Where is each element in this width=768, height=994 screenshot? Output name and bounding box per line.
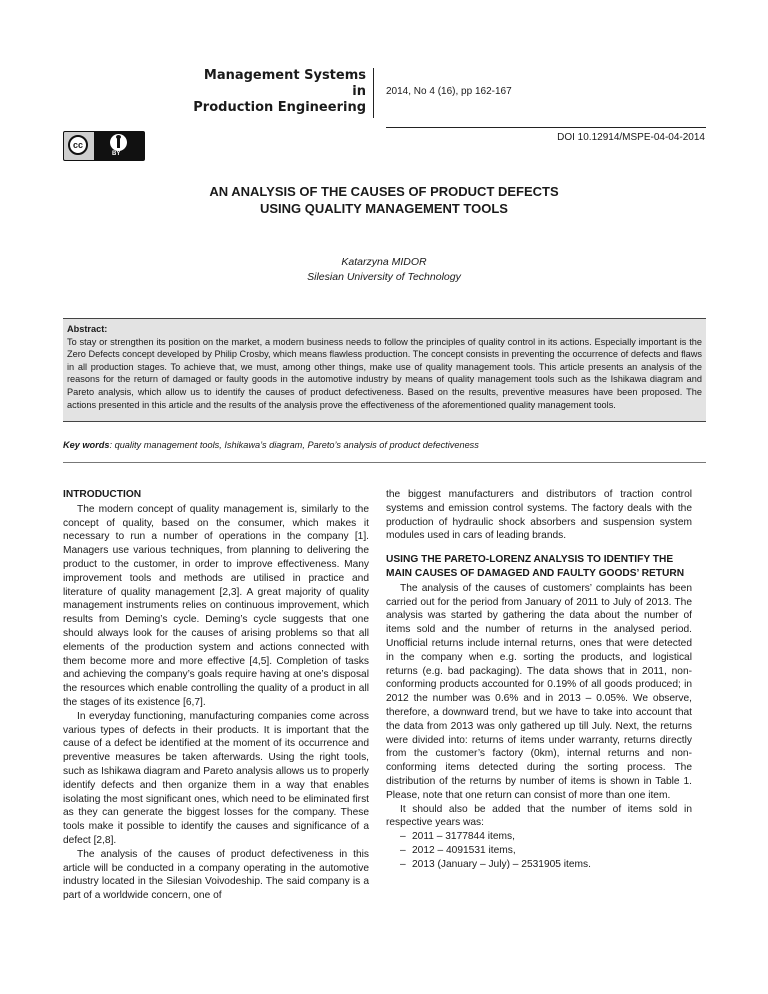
journal-name — [160, 68, 366, 116]
keywords-value: quality management tools, Ishikawa’s diagram, Pareto’s analysis of product defectiveness — [114, 440, 479, 450]
list-item: – 2013 (January – July) – 2531905 items. — [400, 858, 692, 872]
paragraph: The analysis of the causes of customers’ complaints has been carried out for the period from January of 2011 to July of 2013. The analysis was started by gathering the data about the number of items sold and the number of returns in the analysed period. Unofficial returns include internal returns, ones that were detected in the company when e.g. sorting the products, and logistical returns (e.g. bad packaging). The data shows that in 2011, non-conforming products accounted for 0.19% of all goods produced; in 2012 the number was 0.6% and in 2013 – 0.05%. We observe, therefore, a downward trend, but we have to take into account that the data from 2013 was only gathered up till July. Next, the returns were divided into: returns of items under warranty, returns directly from the customer’s factory (0km), internal returns and non-conforming items detected during the sorting process. The distribution of the returns by number of items is shown in Table 1. Please, note that one return can consist of more than one item. — [386, 582, 692, 801]
section-heading-pareto: USING THE PARETO-LORENZ ANALYSIS TO IDENTIFY THE MAIN CAUSES OF DAMAGED AND FAULTY GOODS’ RETURN — [386, 554, 685, 579]
doi[interactable]: DOI 10.12914/MSPE-04-04-2014 — [557, 132, 705, 143]
body-column-right — [386, 488, 692, 872]
items-sold-list — [386, 830, 692, 871]
doi-divider — [386, 127, 706, 128]
paragraph: the biggest manufacturers and distributors of traction control systems and emission control systems. The factory deals with the production of hydraulic shock absorbers and suspension system modules used in cars of leading brands. — [386, 489, 692, 542]
list-item: – 2012 – 4091531 items, — [400, 844, 692, 858]
cc-icon: cc — [68, 135, 88, 155]
abstract-text: To stay or strengthen its position on the market, a modern business needs to follow the principles of quality control in its actions. Especially important is the Zero Defects concept developed by Philip Crosby, which means flawless production. The concept consists in preventing the occurrence of defects and flaws in all production stages. To achieve that, we must, among other things, make use of quality management tools. This article presents an analysis of the reasons for the return of damaged or faulty goods in the automotive industry by means of quality management tools such as the Ishikawa diagram and Pareto analysis, which allow us to identify the causes of product defectiveness. Based on the results, preventive measures have been proposed. The actions presented in this article and the results of the analysis prove the effectiveness of the aforementioned quality management tools. — [67, 336, 702, 410]
paragraph: It should also be added that the number of items sold in respective years was: — [386, 803, 692, 829]
journal-name-line1: Management Systems — [203, 68, 366, 83]
section-heading-introduction: INTRODUCTION — [63, 489, 142, 500]
article-title — [60, 183, 708, 217]
header-divider — [373, 68, 374, 118]
issue-info: 2014, No 4 (16), pp 162-167 — [386, 86, 512, 97]
cc-by-license-badge[interactable] — [63, 131, 145, 161]
body-column-left — [63, 488, 369, 903]
keywords: Key words: quality management tools, Ishikawa’s diagram, Pareto’s analysis of product defectiveness — [63, 440, 479, 450]
journal-name-line2: in — [352, 84, 366, 99]
author-block — [60, 255, 708, 285]
keywords-label: Key words — [63, 440, 110, 450]
paragraph: The modern concept of quality management is, similarly to the concept of quality, based on the consumer, which makes it necessary to run a number of operations in the company [1]. Managers use various techniques, from planning to delivering the product to the customer, in order to improve effectiveness. Many improvement tools and methods are utilised in practice and literature of quality management [2,3]. A great majority of quality management instruments relies on continuous improvement, which results from Deming’s cycle. Deming’s cycle suggests that one should always look for the causes of arising problems so that all elements of the production system and actions connected with them become more and more effective [4,5]. Completion of tasks and achieving the company’s goals require having at one’s disposal the resources which enable controlling the quality of a product in all the stages of its existence [6,7]. — [63, 503, 369, 708]
keywords-divider — [63, 462, 706, 463]
paragraph: In everyday functioning, manufacturing companies come across various types of defects in their products. It is important that the cause of a defect be identified at the moment of its occurrence and preventive measures be taken afterwards. Using the right tools, such as Ishikawa diagram and Pareto analysis allows us to properly identify defects and then organize them in a way that enables isolating the most significant ones, which need to be eliminated first as they can generate the biggest losses for the company. These tools make it possible to identify the causes and significance of a defect [2,8]. — [63, 710, 369, 846]
article-title-line1: AN ANALYSIS OF THE CAUSES OF PRODUCT DEFECTS — [209, 184, 559, 199]
abstract-label: Abstract — [67, 324, 105, 334]
journal-name-line3: Production Engineering — [193, 100, 366, 115]
article-title-line2: USING QUALITY MANAGEMENT TOOLS — [260, 201, 508, 216]
by-label: BY — [112, 151, 121, 157]
author-affiliation: Silesian University of Technology — [307, 271, 461, 283]
abstract-box: Abstract: To stay or strengthen its position on the market, a modern business needs to follow the principles of quality control in its actions. Especially important is the Zero Defects concept developed by Philip Crosby, which means flawless production. The concept consists in preventing the occurrence of defects and flaws in all production stages. To achieve that, we must, among other things, make use of quality management tools. This article presents an analysis of the reasons for the return of damaged or faulty goods in the automotive industry by means of quality management tools such as the Ishikawa diagram and Pareto analysis, which allow us to identify the causes of product defectiveness. Based on the results, preventive measures have been proposed. The actions presented in this article and the results of the analysis prove the effectiveness of the aforementioned quality management tools. — [63, 318, 706, 422]
paragraph: The analysis of the causes of product defectiveness in this article will be conducted in a company operating in the automotive industry located in the Silesian Voivodeship. The said company is a part of a worldwide concern, one of — [63, 848, 369, 902]
list-item: – 2011 – 3177844 items, — [400, 830, 692, 844]
author-name: Katarzyna MIDOR — [341, 256, 427, 268]
